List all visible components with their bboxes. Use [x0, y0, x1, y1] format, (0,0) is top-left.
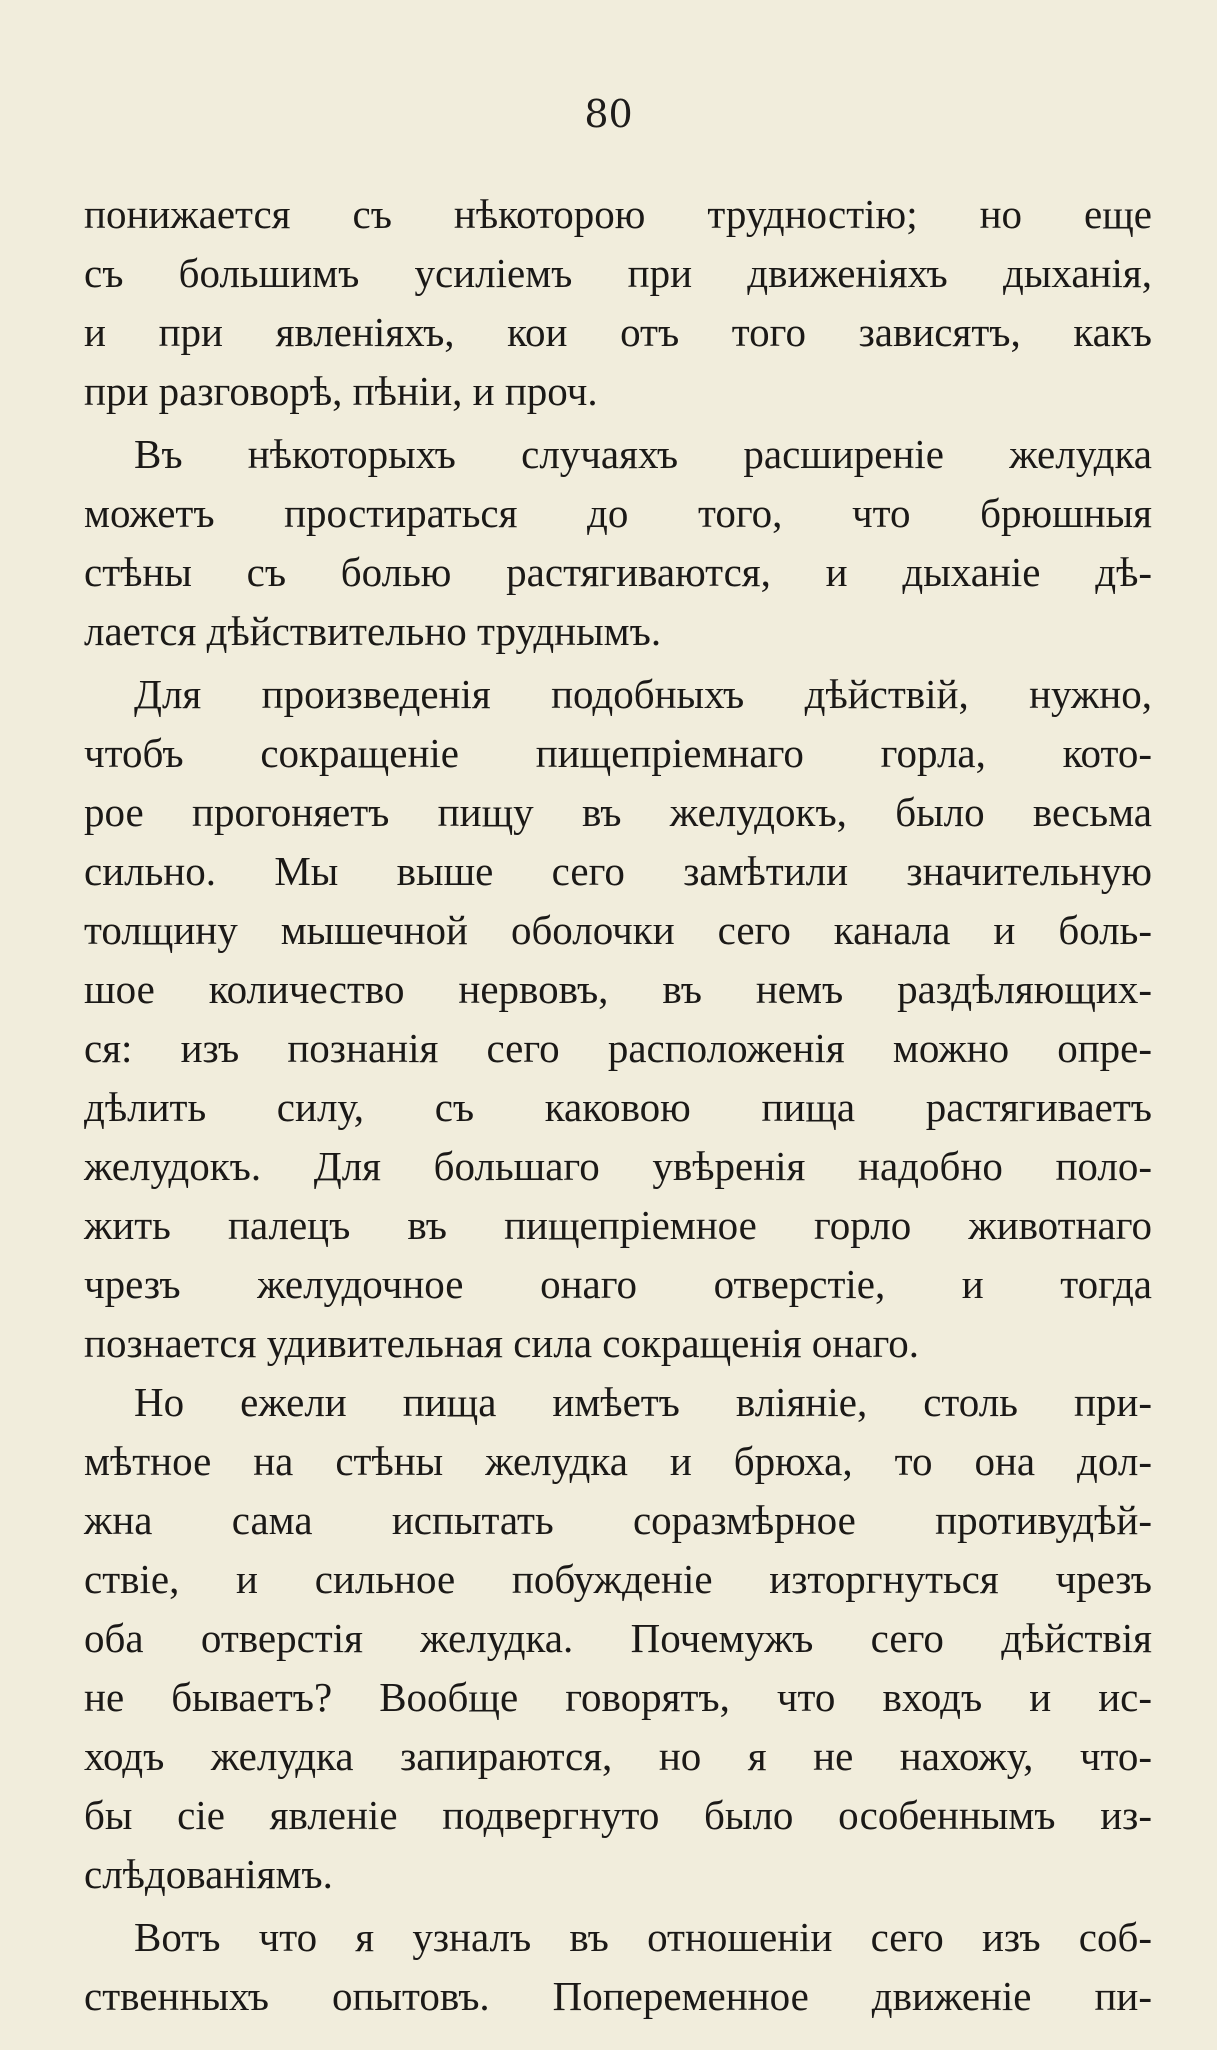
text-line: Но ежели пища имѣетъ вліяніе, столь при-	[134, 1379, 1152, 1425]
text-line: шое количество нервовъ, въ немъ раздѣляющих-	[84, 966, 1152, 1012]
text-line: понижается съ нѣкоторою трудностію; но еще	[84, 191, 1152, 237]
text-line: толщину мышечной оболочки сего канала и боль-	[84, 907, 1152, 953]
text-line: ся: изъ познанія сего расположенія можно опре-	[84, 1025, 1152, 1071]
text-line: жна сама испытать соразмѣрное противудѣй-	[84, 1497, 1152, 1543]
text-line: сильно. Мы выше сего замѣтили значительную	[84, 848, 1152, 894]
text-line: Для произведенія подобныхъ дѣйствій, нужно,	[134, 671, 1152, 717]
text-line: не бываетъ? Вообще говорятъ, что входъ и ис-	[84, 1674, 1152, 1720]
text-line: стѣны съ болью растягиваются, и дыханіе дѣ-	[84, 549, 1152, 595]
text-line: Вотъ что я узналъ въ отношеніи сего изъ соб-	[134, 1914, 1152, 1960]
text-line: можетъ простираться до того, что брюшныя	[84, 490, 1152, 536]
text-line: ходъ желудка запираются, но я не нахожу, что-	[84, 1733, 1152, 1779]
text-line: жить палецъ въ пищепріемное горло животнаго	[84, 1202, 1152, 1248]
text-line: желудокъ. Для большаго увѣренія надобно поло-	[84, 1143, 1152, 1189]
body-text	[84, 185, 1152, 2026]
text-line: рое прогоняетъ пищу въ желудокъ, было весьма	[84, 789, 1152, 835]
text-line: лается дѣйствительно труднымъ.	[84, 608, 662, 654]
text-line: познается удивительная сила сокращенія онаго.	[84, 1320, 919, 1366]
text-line: мѣтное на стѣны желудка и брюха, то она дол-	[84, 1438, 1152, 1484]
text-line: чрезъ желудочное онаго отверстіе, и тогда	[84, 1261, 1152, 1307]
text-line: при разговорѣ, пѣніи, и проч.	[84, 368, 598, 414]
text-line: ствіе, и сильное побужденіе изторгнуться чрезъ	[84, 1556, 1152, 1602]
text-line: оба отверстія желудка. Почемужъ сего дѣйствія	[84, 1615, 1152, 1661]
text-line: ственныхъ опытовъ. Попеременное движеніе пи-	[84, 1973, 1152, 2019]
text-line: чтобъ сокращеніе пищепріемнаго горла, кото-	[84, 730, 1152, 776]
paragraph	[84, 1373, 1152, 1904]
paragraph	[84, 425, 1152, 661]
text-line: бы сіе явленіе подвергнуто было особеннымъ из-	[84, 1792, 1152, 1838]
paragraph	[84, 1908, 1152, 2026]
page-number: 80	[584, 92, 633, 136]
text-line: Въ нѣкоторыхъ случаяхъ расширеніе желудка	[134, 431, 1152, 477]
text-line: дѣлить силу, съ каковою пища растягиваетъ	[84, 1084, 1152, 1130]
paragraph	[84, 185, 1152, 421]
paragraph	[84, 665, 1152, 1373]
text-line: и при явленіяхъ, кои отъ того зависятъ, какъ	[84, 309, 1152, 355]
text-line: съ большимъ усиліемъ при движеніяхъ дыханія,	[84, 250, 1152, 296]
text-line: слѣдованіямъ.	[84, 1851, 333, 1897]
